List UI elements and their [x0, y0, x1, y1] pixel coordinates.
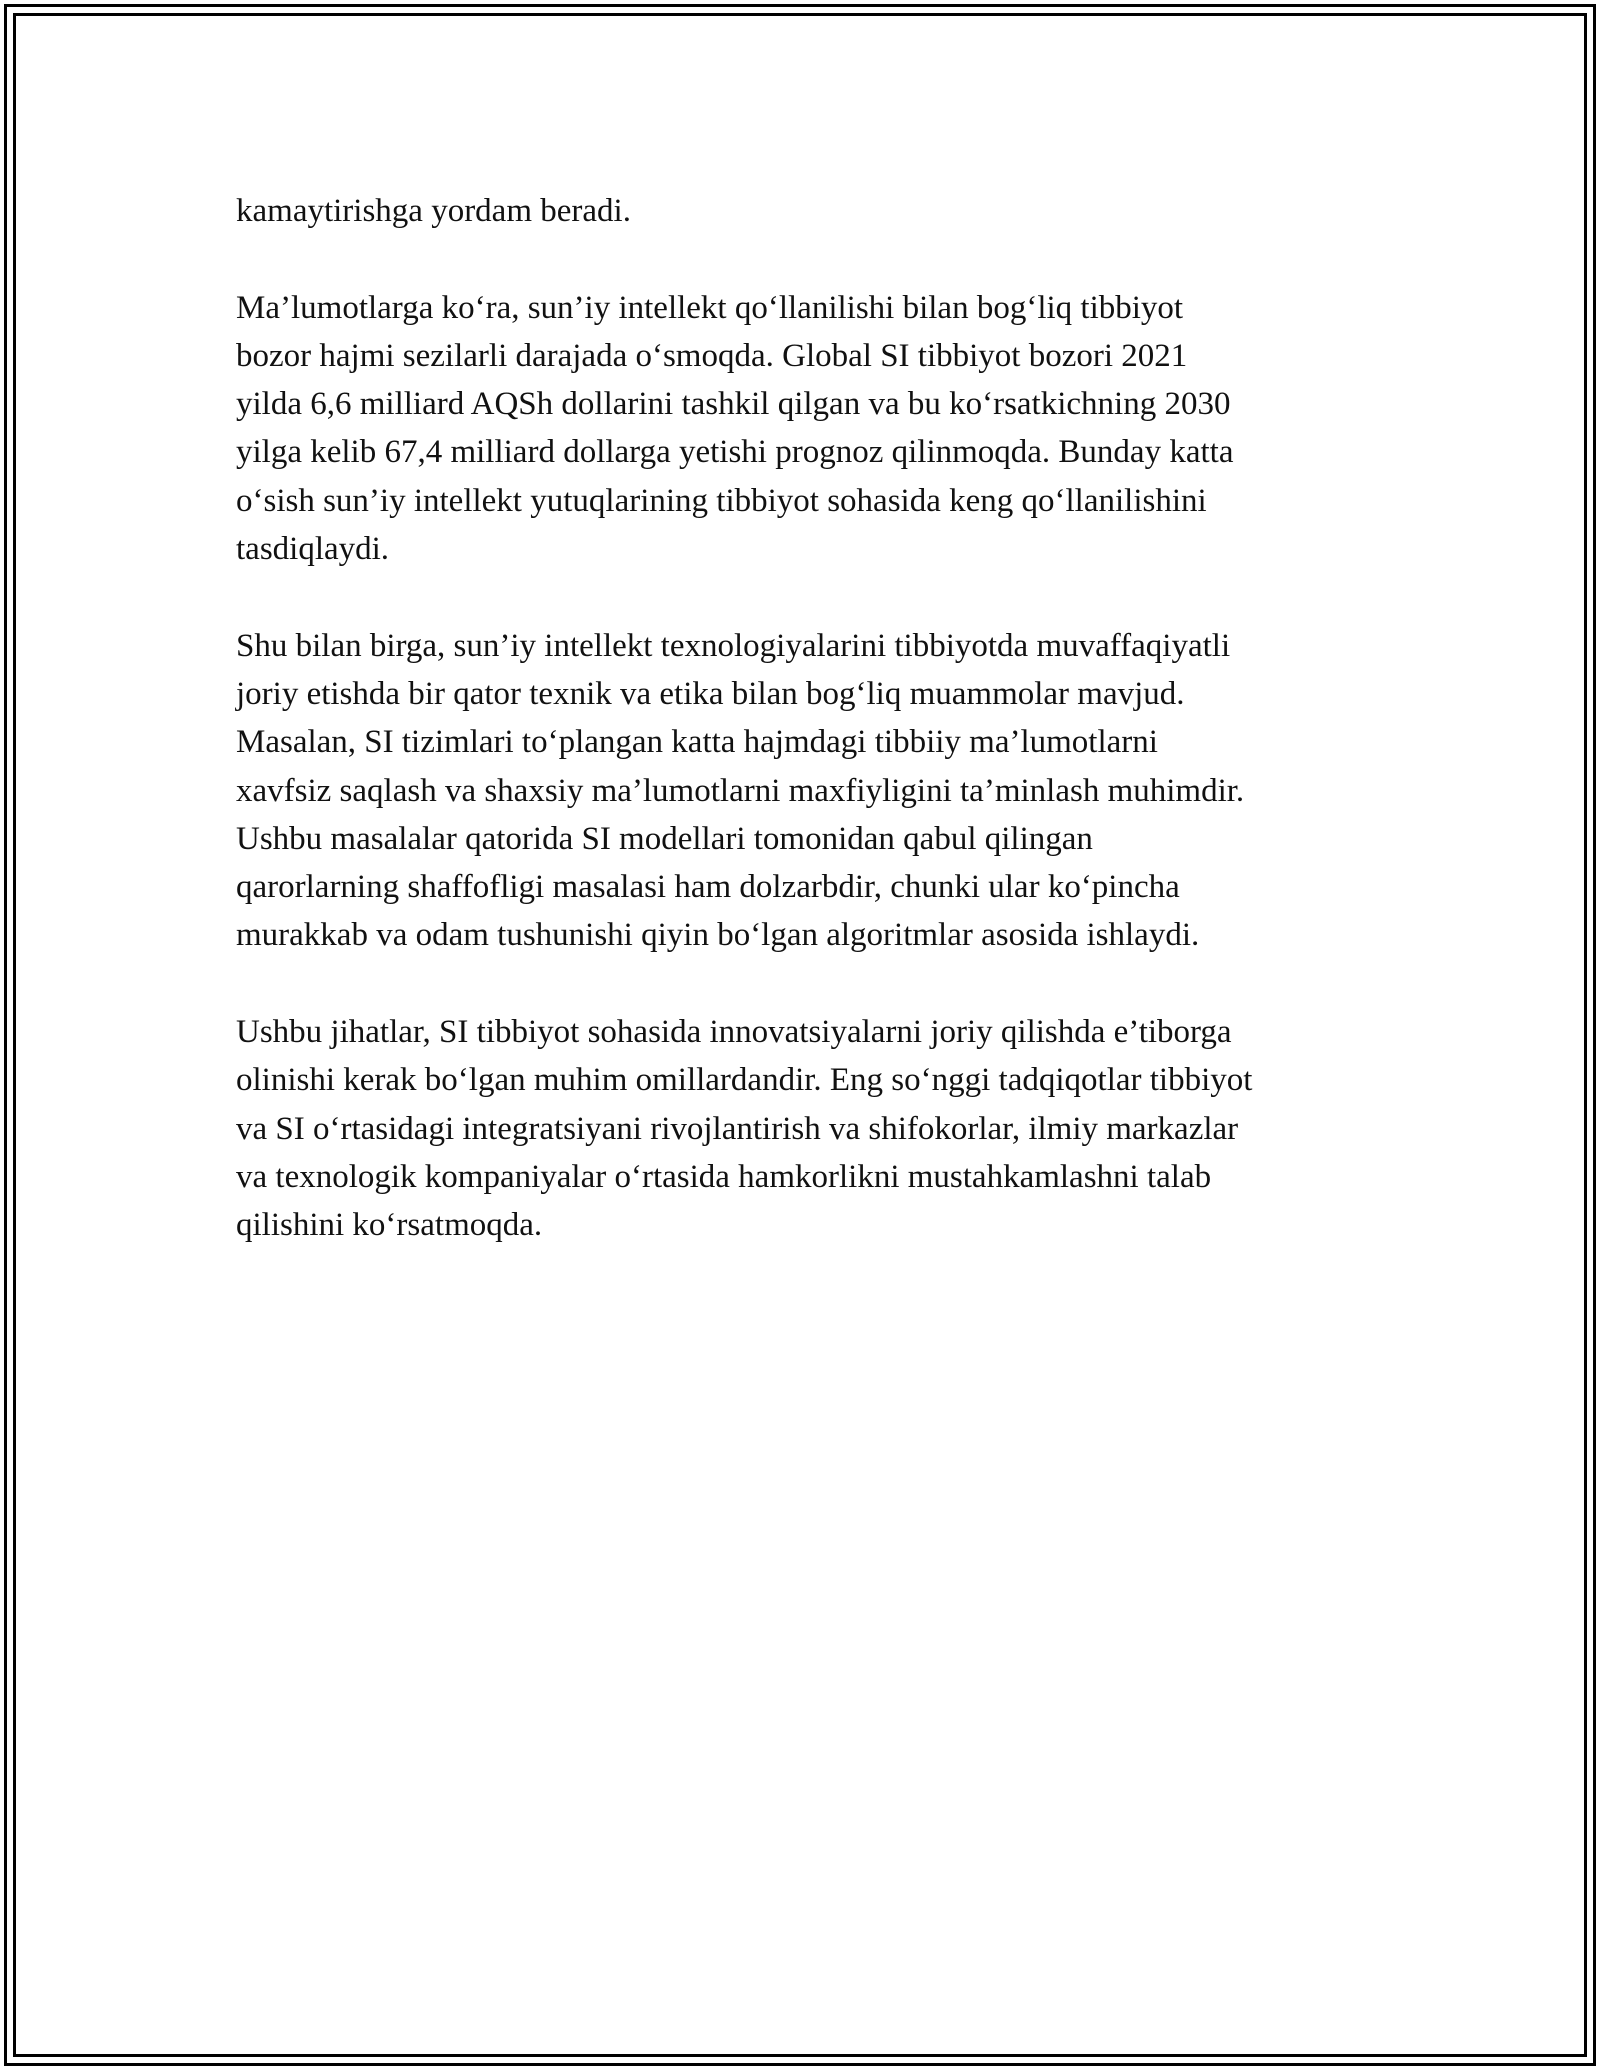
text-line: bozor hajmi sezilarli darajada o‘smoqda. Global SI tibbiyot bozori 2021 [236, 337, 1188, 374]
text-line: yilda 6,6 milliard AQSh dollarini tashkil qilgan va bu ko‘rsatkichning 2030 [236, 386, 1231, 423]
text-line: olinishi kerak bo‘lgan muhim omillardandir. Eng so‘nggi tadqiqotlar tibbiyot [236, 1062, 1253, 1099]
text-line: xavfsiz saqlash va shaxsiy ma’lumotlarni maxfiyligini ta’minlash muhimdir. [236, 772, 1245, 809]
text-line: tasdiqlaydi. [236, 531, 390, 568]
text-line: va SI o‘rtasidagi integratsiyani rivojlantirish va shifokorlar, ilmiy markazlar [236, 1110, 1239, 1147]
text-line: Ushbu jihatlar, SI tibbiyot sohasida innovatsiyalarni joriy qilishda e’tiborga [236, 1014, 1232, 1051]
paragraph-2 [236, 284, 1386, 574]
text-line: yilga kelib 67,4 milliard dollarga yetishi prognoz qilinmoqda. Bunday katta [236, 434, 1234, 471]
text-line: murakkab va odam tushunishi qiyin bo‘lgan algoritmlar asosida ishlaydi. [236, 917, 1200, 954]
text-line: o‘sish sun’iy intellekt yutuqlarining tibbiyot sohasida keng qo‘llanilishini [236, 482, 1207, 519]
text-line: joriy etishda bir qator texnik va etika bilan bog‘liq muammolar mavjud. [236, 675, 1185, 712]
text-line: va texnologik kompaniyalar o‘rtasida hamkorlikni mustahkamlashni talab [236, 1158, 1212, 1195]
paragraph-4 [236, 1008, 1386, 1249]
text-line: qilishini ko‘rsatmoqda. [236, 1207, 543, 1244]
text-line: Shu bilan birga, sun’iy intellekt texnologiyalarini tibbiyotda muvaffaqiyatli [236, 627, 1231, 664]
text-line: kamaytirishga yordam beradi. [236, 193, 631, 229]
text-line: Ma’lumotlarga ko‘ra, sun’iy intellekt qo‘llanilishi bilan bog‘liq tibbiyot [236, 289, 1184, 326]
document-body [236, 187, 1386, 1250]
text-line: Ushbu masalalar qatorida SI modellari tomonidan qabul qilingan [236, 820, 1093, 857]
paragraph-3 [236, 622, 1386, 960]
text-line: qarorlarning shaffofligi masalasi ham dolzarbdir, chunki ular ko‘pincha [236, 869, 1180, 906]
text-line: Masalan, SI tizimlari to‘plangan katta hajmdagi tibbiiy ma’lumotlarni [236, 724, 1158, 761]
paragraph-1 [236, 187, 1386, 235]
